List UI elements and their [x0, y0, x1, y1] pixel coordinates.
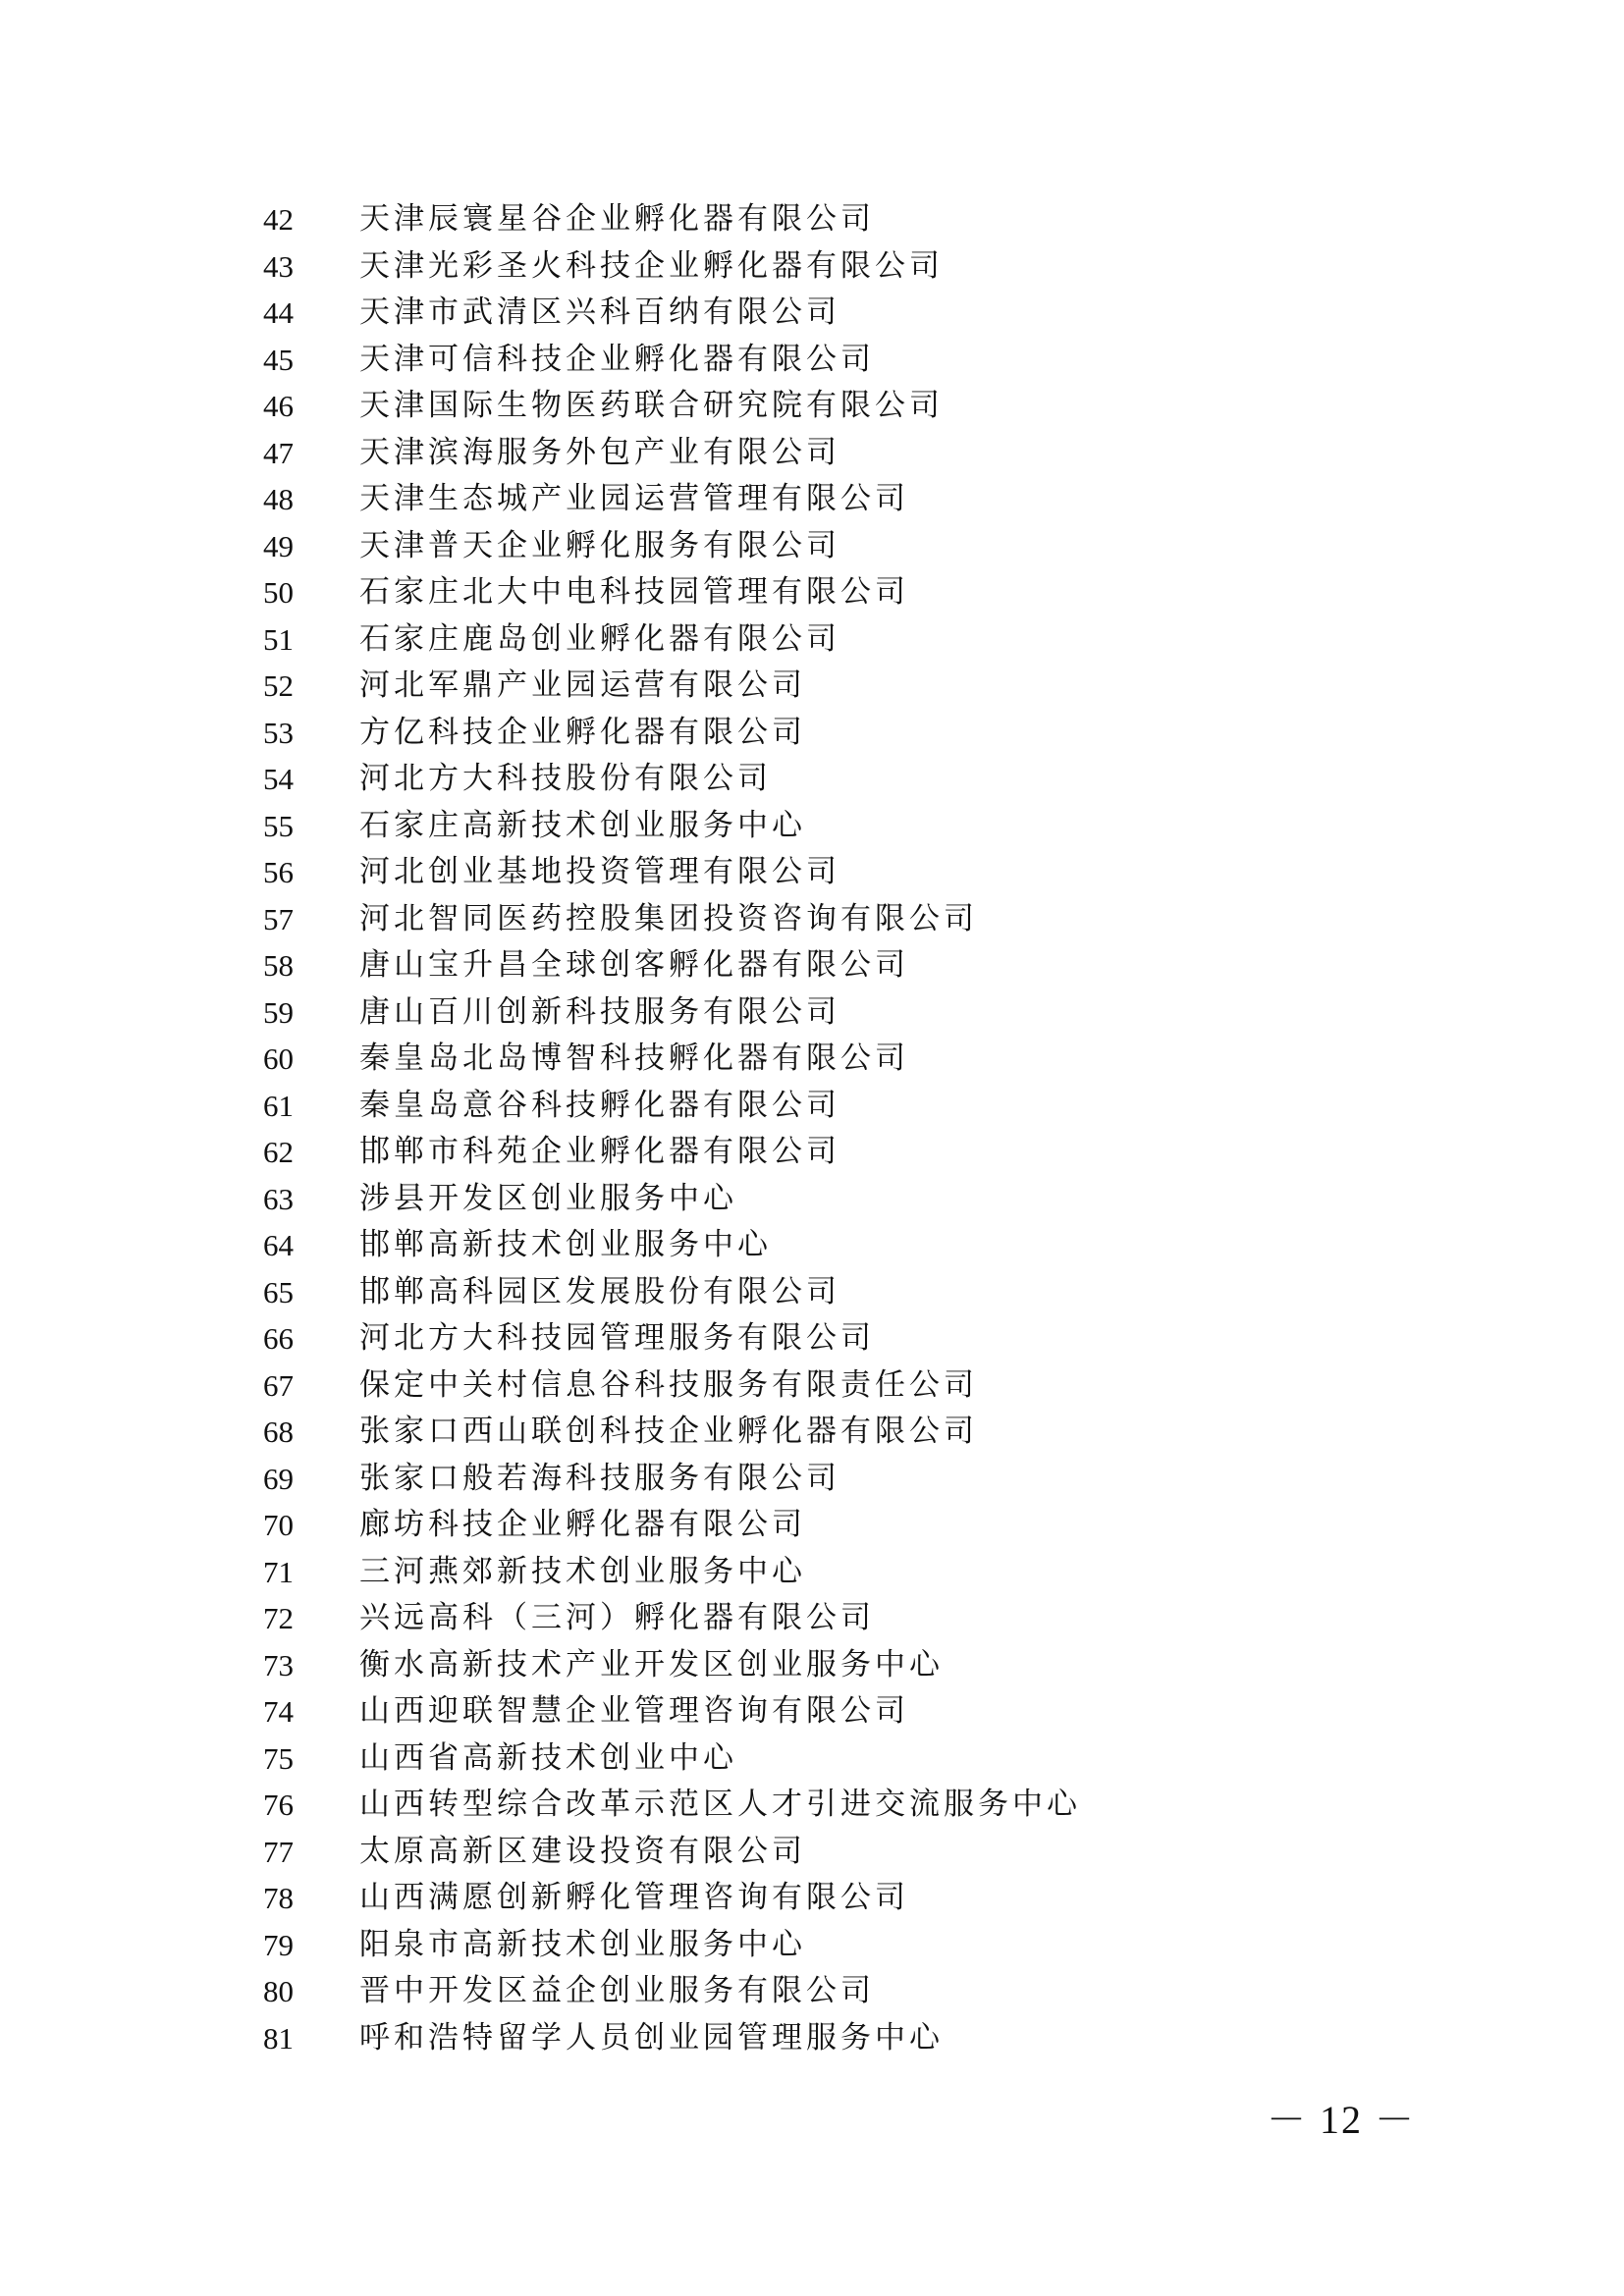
item-name: 天津光彩圣火科技企业孵化器有限公司	[359, 247, 944, 284]
item-number: 69	[263, 1461, 294, 1496]
item-name: 唐山宝升昌全球创客孵化器有限公司	[359, 947, 909, 983]
list-item	[0, 1688, 1624, 1735]
list-item	[0, 1456, 1624, 1503]
item-name: 阳泉市高新技术创业服务中心	[359, 1926, 806, 1962]
item-name: 邯郸高科园区发展股份有限公司	[359, 1273, 840, 1309]
item-number: 63	[263, 1181, 294, 1216]
item-number: 46	[263, 389, 294, 423]
item-number: 56	[263, 855, 294, 889]
item-name: 晋中开发区益企创业服务有限公司	[359, 1973, 875, 2008]
item-number: 76	[263, 1788, 294, 1822]
item-number: 74	[263, 1694, 294, 1729]
item-number: 67	[263, 1367, 294, 1403]
item-name: 保定中关村信息谷科技服务有限责任公司	[359, 1366, 978, 1403]
list-item	[0, 756, 1624, 803]
item-number: 68	[263, 1415, 294, 1449]
list-item	[0, 1549, 1624, 1596]
item-name: 河北创业基地投资管理有限公司	[359, 854, 840, 889]
item-name: 天津滨海服务外包产业有限公司	[359, 434, 840, 470]
item-number: 58	[263, 948, 294, 983]
item-number: 52	[263, 668, 294, 703]
item-number: 80	[263, 1974, 294, 2008]
item-number: 53	[263, 715, 294, 750]
list-item	[0, 1315, 1624, 1362]
item-name: 天津生态城产业园运营管理有限公司	[359, 481, 909, 516]
item-number: 78	[263, 1881, 294, 1915]
list-item	[0, 1922, 1624, 1969]
item-name: 张家口西山联创科技企业孵化器有限公司	[359, 1414, 978, 1449]
item-name: 三河燕郊新技术创业服务中心	[359, 1553, 806, 1589]
list-item	[0, 1642, 1624, 1689]
item-name: 山西迎联智慧企业管理咨询有限公司	[359, 1693, 909, 1729]
list-item	[0, 476, 1624, 523]
item-number: 57	[263, 901, 294, 936]
list-item	[0, 942, 1624, 989]
item-number: 61	[263, 1088, 294, 1123]
list-item	[0, 290, 1624, 337]
item-name: 河北智同医药控股集团投资咨询有限公司	[359, 900, 978, 936]
item-name: 河北军鼎产业园运营有限公司	[359, 667, 806, 703]
item-number: 47	[263, 435, 294, 470]
list-item	[0, 1735, 1624, 1783]
list-item	[0, 663, 1624, 710]
list-item	[0, 710, 1624, 757]
item-name: 张家口般若海科技服务有限公司	[359, 1460, 840, 1496]
list-item	[0, 849, 1624, 896]
item-number: 50	[263, 575, 294, 610]
item-name: 天津普天企业孵化服务有限公司	[359, 527, 840, 563]
item-name: 秦皇岛北岛博智科技孵化器有限公司	[359, 1041, 909, 1076]
list-item	[0, 803, 1624, 850]
item-name: 天津国际生物医药联合研究院有限公司	[359, 388, 944, 423]
list-item	[0, 1968, 1624, 2015]
item-name: 河北方大科技股份有限公司	[359, 761, 772, 796]
item-name: 石家庄高新技术创业服务中心	[359, 807, 806, 843]
item-name: 天津辰寰星谷企业孵化器有限公司	[359, 201, 875, 237]
institution-list	[0, 196, 1624, 2061]
item-number: 81	[263, 2020, 294, 2056]
list-item	[0, 896, 1624, 943]
item-number: 66	[263, 1321, 294, 1356]
item-number: 54	[263, 762, 294, 796]
list-item	[0, 2015, 1624, 2062]
item-name: 河北方大科技园管理服务有限公司	[359, 1320, 875, 1356]
list-item	[0, 1875, 1624, 1922]
item-number: 48	[263, 482, 294, 516]
item-name: 山西省高新技术创业中心	[359, 1739, 737, 1776]
item-number: 51	[263, 621, 294, 657]
item-name: 廊坊科技企业孵化器有限公司	[359, 1507, 806, 1542]
list-item	[0, 1083, 1624, 1130]
item-number: 59	[263, 994, 294, 1030]
item-name: 方亿科技企业孵化器有限公司	[359, 714, 806, 750]
list-item	[0, 1222, 1624, 1269]
item-name: 天津可信科技企业孵化器有限公司	[359, 341, 875, 377]
item-number: 70	[263, 1508, 294, 1542]
list-item	[0, 1036, 1624, 1083]
list-item	[0, 1269, 1624, 1316]
item-number: 71	[263, 1554, 294, 1589]
item-name: 邯郸市科苑企业孵化器有限公司	[359, 1134, 840, 1169]
item-name: 邯郸高新技术创业服务中心	[359, 1227, 772, 1262]
list-item	[0, 1176, 1624, 1223]
item-number: 55	[263, 808, 294, 843]
item-number: 77	[263, 1834, 294, 1869]
item-number: 64	[263, 1228, 294, 1262]
list-item	[0, 1829, 1624, 1876]
item-number: 60	[263, 1041, 294, 1076]
item-name: 秦皇岛意谷科技孵化器有限公司	[359, 1087, 840, 1123]
list-item	[0, 383, 1624, 430]
list-item	[0, 1409, 1624, 1456]
list-item	[0, 1129, 1624, 1176]
item-number: 65	[263, 1274, 294, 1309]
item-number: 43	[263, 248, 294, 284]
page-number: － 12 －	[1267, 2098, 1416, 2142]
item-number: 73	[263, 1647, 294, 1682]
list-item	[0, 1595, 1624, 1642]
item-number: 44	[263, 295, 294, 330]
item-name: 山西转型综合改革示范区人才引进交流服务中心	[359, 1787, 1081, 1822]
item-number: 79	[263, 1927, 294, 1962]
list-item	[0, 616, 1624, 664]
item-name: 山西满愿创新孵化管理咨询有限公司	[359, 1880, 909, 1915]
list-item	[0, 523, 1624, 570]
item-number: 72	[263, 1601, 294, 1635]
list-item	[0, 243, 1624, 291]
item-name: 兴远高科（三河）孵化器有限公司	[359, 1600, 875, 1635]
item-name: 衡水高新技术产业开发区创业服务中心	[359, 1646, 944, 1682]
item-number: 49	[263, 528, 294, 563]
list-item	[0, 989, 1624, 1037]
item-number: 62	[263, 1135, 294, 1169]
item-name: 天津市武清区兴科百纳有限公司	[359, 294, 840, 330]
list-item	[0, 569, 1624, 616]
item-name: 涉县开发区创业服务中心	[359, 1180, 737, 1216]
list-item	[0, 196, 1624, 243]
list-item	[0, 430, 1624, 477]
list-item	[0, 1362, 1624, 1410]
item-name: 呼和浩特留学人员创业园管理服务中心	[359, 2019, 944, 2056]
item-number: 75	[263, 1740, 294, 1776]
list-item	[0, 1782, 1624, 1829]
item-number: 45	[263, 342, 294, 377]
list-item	[0, 337, 1624, 384]
item-name: 唐山百川创新科技服务有限公司	[359, 993, 840, 1030]
item-number: 42	[263, 202, 294, 237]
list-item	[0, 1502, 1624, 1549]
item-name: 石家庄鹿岛创业孵化器有限公司	[359, 620, 840, 657]
item-name: 太原高新区建设投资有限公司	[359, 1833, 806, 1869]
item-name: 石家庄北大中电科技园管理有限公司	[359, 574, 909, 610]
